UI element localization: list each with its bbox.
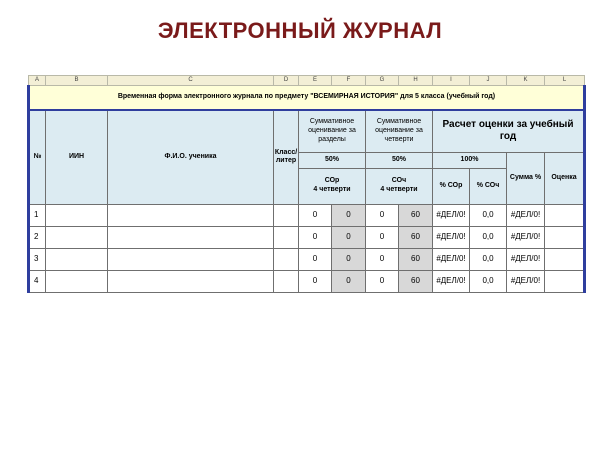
header-num[interactable]: №: [29, 110, 46, 204]
column-header[interactable]: I: [433, 76, 470, 86]
header-iin[interactable]: ИИН: [46, 110, 108, 204]
cell-sum-pct[interactable]: #ДЕЛ/0!: [507, 270, 545, 292]
column-header[interactable]: L: [545, 76, 585, 86]
cell-sor[interactable]: 0: [299, 226, 332, 248]
table-row: [29, 204, 585, 226]
column-header-row: [29, 76, 585, 86]
cell-pct-soch[interactable]: 0,0: [470, 248, 507, 270]
cell-pct-sor[interactable]: #ДЕЛ/0!: [433, 204, 470, 226]
column-header[interactable]: K: [507, 76, 545, 86]
header-sor-pct[interactable]: 50%: [299, 152, 366, 168]
header-soch[interactable]: [366, 168, 433, 204]
header-pct-soch[interactable]: % СОч: [470, 168, 507, 204]
table-row: [29, 248, 585, 270]
cell-sum-pct[interactable]: #ДЕЛ/0!: [507, 248, 545, 270]
cell-fio[interactable]: [108, 248, 274, 270]
cell-pct-sor[interactable]: #ДЕЛ/0!: [433, 248, 470, 270]
cell-class[interactable]: [274, 248, 299, 270]
cell-soch[interactable]: 0: [366, 204, 399, 226]
cell-sor-max[interactable]: 0: [332, 270, 366, 292]
cell-sor-max[interactable]: 0: [332, 248, 366, 270]
cell-soch[interactable]: 0: [366, 226, 399, 248]
cell-sor-max[interactable]: 0: [332, 204, 366, 226]
cell-soch-max[interactable]: 60: [399, 204, 433, 226]
cell-fio[interactable]: [108, 270, 274, 292]
cell-sor[interactable]: 0: [299, 270, 332, 292]
cell-grade[interactable]: [545, 248, 585, 270]
cell-pct-soch[interactable]: 0,0: [470, 226, 507, 248]
header-soch-sub: 4 четверти: [380, 186, 418, 193]
column-header[interactable]: G: [366, 76, 399, 86]
cell-soch[interactable]: 0: [366, 248, 399, 270]
spreadsheet: [27, 75, 583, 293]
cell-soch[interactable]: 0: [366, 270, 399, 292]
cell-sum-pct[interactable]: #ДЕЛ/0!: [507, 204, 545, 226]
cell-grade[interactable]: [545, 226, 585, 248]
column-header[interactable]: C: [108, 76, 274, 86]
cell-pct-sor[interactable]: #ДЕЛ/0!: [433, 270, 470, 292]
cell-sor[interactable]: 0: [299, 204, 332, 226]
header-sor[interactable]: [299, 168, 366, 204]
cell-num[interactable]: 3: [29, 248, 46, 270]
cell-fio[interactable]: [108, 204, 274, 226]
table-row: [29, 270, 585, 292]
column-header[interactable]: D: [274, 76, 299, 86]
cell-num[interactable]: 4: [29, 270, 46, 292]
header-pct-sor[interactable]: % СОр: [433, 168, 470, 204]
cell-num[interactable]: 1: [29, 204, 46, 226]
header-class[interactable]: Класс/литер: [274, 110, 299, 204]
cell-sor[interactable]: 0: [299, 248, 332, 270]
cell-class[interactable]: [274, 204, 299, 226]
cell-sum-pct[interactable]: #ДЕЛ/0!: [507, 226, 545, 248]
cell-class[interactable]: [274, 226, 299, 248]
cell-iin[interactable]: [46, 204, 108, 226]
cell-soch-max[interactable]: 60: [399, 270, 433, 292]
cell-fio[interactable]: [108, 226, 274, 248]
column-header[interactable]: F: [332, 76, 366, 86]
journal-table: [27, 75, 586, 293]
cell-num[interactable]: 2: [29, 226, 46, 248]
cell-sor-max[interactable]: 0: [332, 226, 366, 248]
header-soch-label: СОч: [391, 177, 407, 185]
column-header[interactable]: A: [29, 76, 46, 86]
cell-iin[interactable]: [46, 270, 108, 292]
column-header[interactable]: E: [299, 76, 332, 86]
header-soch-group[interactable]: Суммативное оценивание за четверти: [366, 110, 433, 152]
cell-grade[interactable]: [545, 204, 585, 226]
cell-pct-sor[interactable]: #ДЕЛ/0!: [433, 226, 470, 248]
header-fio[interactable]: Ф.И.О. ученика: [108, 110, 274, 204]
header-sum-pct[interactable]: Сумма %: [507, 152, 545, 204]
column-header[interactable]: B: [46, 76, 108, 86]
header-calc-group[interactable]: Расчет оценки за учебный год: [433, 110, 585, 152]
cell-pct-soch[interactable]: 0,0: [470, 204, 507, 226]
cell-soch-max[interactable]: 60: [399, 226, 433, 248]
column-header[interactable]: H: [399, 76, 433, 86]
column-header[interactable]: J: [470, 76, 507, 86]
header-calc-pct[interactable]: 100%: [433, 152, 507, 168]
table-row: [29, 226, 585, 248]
sheet-title[interactable]: Временная форма электронного журнала по предмету "ВСЕМИРНАЯ ИСТОРИЯ" для 5 класса (учебный год): [29, 86, 585, 111]
header-sor-label: СОр: [324, 177, 340, 185]
header-sor-sub: 4 четверти: [313, 186, 351, 193]
cell-pct-soch[interactable]: 0,0: [470, 270, 507, 292]
cell-grade[interactable]: [545, 270, 585, 292]
header-sor-group[interactable]: Суммативное оценивание за разделы: [299, 110, 366, 152]
cell-class[interactable]: [274, 270, 299, 292]
slide-title: ЭЛЕКТРОННЫЙ ЖУРНАЛ: [157, 18, 443, 43]
cell-soch-max[interactable]: 60: [399, 248, 433, 270]
header-soch-pct[interactable]: 50%: [366, 152, 433, 168]
header-grade[interactable]: Оценка: [545, 152, 585, 204]
cell-iin[interactable]: [46, 226, 108, 248]
cell-iin[interactable]: [46, 248, 108, 270]
